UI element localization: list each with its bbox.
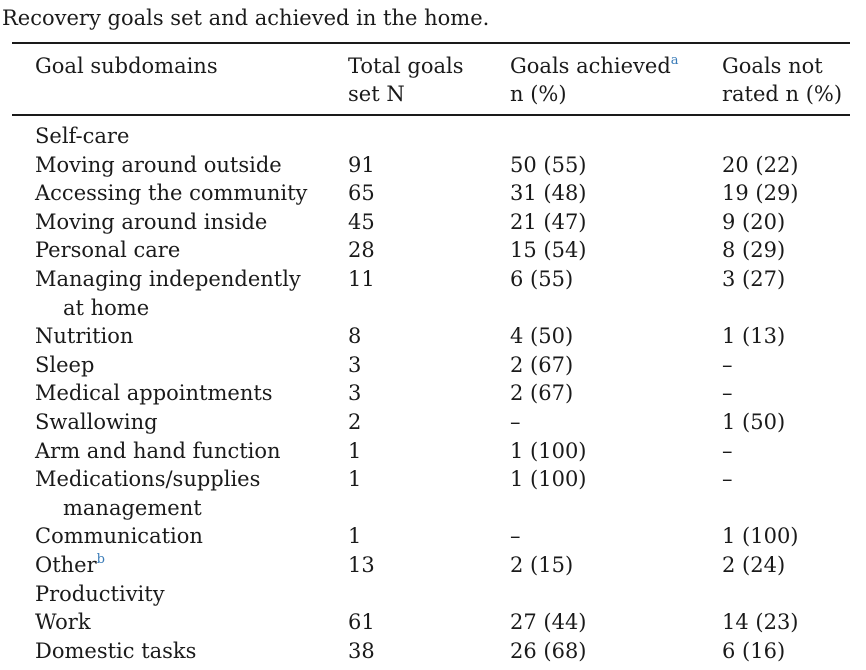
row-not-rated: 6 (16) xyxy=(722,638,786,663)
row-label: Communication xyxy=(35,524,203,549)
row-not-rated: – xyxy=(722,352,733,377)
row-not-rated: – xyxy=(722,381,733,406)
row-not-rated: 8 (29) xyxy=(722,238,786,263)
row-not-rated: 2 (24) xyxy=(722,552,786,577)
header-total-goals xyxy=(348,52,463,108)
row-not-rated: 1 (100) xyxy=(722,524,799,549)
row-label: Nutrition xyxy=(35,324,134,349)
table-row xyxy=(0,351,866,380)
table-row xyxy=(0,322,866,351)
row-label: Moving around outside xyxy=(35,152,282,177)
row-total: 45 xyxy=(348,209,375,234)
row-label: Medical appointments xyxy=(35,381,273,406)
row-achieved: 26 (68) xyxy=(510,638,587,663)
row-total: 11 xyxy=(348,266,375,291)
row-total: 3 xyxy=(348,352,362,377)
row-label: Personal care xyxy=(35,238,181,263)
row-not-rated: – xyxy=(722,438,733,463)
row-total: 28 xyxy=(348,238,375,263)
row-total: 91 xyxy=(348,152,375,177)
table-caption: Recovery goals set and achieved in the home. xyxy=(2,6,490,30)
row-total: 38 xyxy=(348,638,375,663)
row-not-rated: 9 (20) xyxy=(722,209,786,234)
row-label: Arm and hand function xyxy=(35,438,281,463)
row-total: 1 xyxy=(348,524,362,549)
footnote-a-link[interactable]: a xyxy=(670,53,679,68)
header-goals-not-rated-line1: Goals not xyxy=(722,54,823,78)
row-not-rated: 3 (27) xyxy=(722,266,786,291)
table-row xyxy=(0,379,866,408)
row-achieved: 31 (48) xyxy=(510,181,587,206)
table-row xyxy=(0,522,866,551)
row-not-rated: 1 (13) xyxy=(722,324,786,349)
header-bottom-rule xyxy=(12,114,850,116)
row-total: 1 xyxy=(348,467,362,492)
row-achieved: 1 (100) xyxy=(510,467,587,492)
table-row xyxy=(0,608,866,637)
row-achieved: 4 (50) xyxy=(510,324,574,349)
row-label-text: Other xyxy=(35,552,97,577)
section-label: Self-care xyxy=(35,124,130,148)
header-total-goals-line1: Total goals xyxy=(348,54,464,78)
table-row xyxy=(0,151,866,180)
row-total: 13 xyxy=(348,552,375,577)
header-goals-not-rated xyxy=(722,52,842,108)
row-label-line1: Managing independently xyxy=(35,266,301,291)
header-goals-achieved-line1: Goals achieved xyxy=(510,54,671,78)
row-not-rated: 19 (29) xyxy=(722,181,799,206)
header-goals-achieved-line2: n (%) xyxy=(510,82,567,106)
row-achieved: 2 (67) xyxy=(510,352,574,377)
row-label: Domestic tasks xyxy=(35,638,197,663)
table-row xyxy=(0,236,866,265)
row-achieved: 15 (54) xyxy=(510,238,587,263)
row-achieved: 50 (55) xyxy=(510,152,587,177)
row-achieved: – xyxy=(510,524,521,549)
row-achieved: 2 (67) xyxy=(510,381,574,406)
row-not-rated: 20 (22) xyxy=(722,152,799,177)
row-achieved: 27 (44) xyxy=(510,610,587,635)
row-achieved: 6 (55) xyxy=(510,266,574,291)
row-label xyxy=(0,465,348,522)
table-row xyxy=(0,265,866,322)
table-row xyxy=(0,179,866,208)
table-row xyxy=(0,637,866,666)
table-row xyxy=(0,465,866,522)
table-row xyxy=(0,551,866,580)
table-top-rule xyxy=(12,42,850,44)
row-label-line2: at home xyxy=(63,295,150,320)
goals-table xyxy=(0,122,866,665)
header-goals-not-rated-line2: rated n (%) xyxy=(722,82,843,106)
row-total: 8 xyxy=(348,324,362,349)
row-label-line2: management xyxy=(63,495,202,520)
row-not-rated: – xyxy=(722,467,733,492)
footnote-b-link[interactable]: b xyxy=(96,551,105,567)
row-achieved: 21 (47) xyxy=(510,209,587,234)
row-label xyxy=(0,265,348,322)
section-row-productivity xyxy=(0,580,866,609)
row-not-rated: 14 (23) xyxy=(722,610,799,635)
table-row xyxy=(0,408,866,437)
header-goal-subdomains xyxy=(35,52,218,80)
row-label-line1: Medications/supplies xyxy=(35,467,261,492)
table-row xyxy=(0,437,866,466)
row-label: Accessing the community xyxy=(35,181,308,206)
row-label xyxy=(0,551,348,580)
row-label: Work xyxy=(35,610,91,635)
header-goal-subdomains-text: Goal subdomains xyxy=(35,54,218,78)
row-total: 61 xyxy=(348,610,375,635)
row-achieved: 2 (15) xyxy=(510,552,574,577)
row-total: 1 xyxy=(348,438,362,463)
header-total-goals-line2: set N xyxy=(348,82,405,106)
row-total: 3 xyxy=(348,381,362,406)
table-row xyxy=(0,208,866,237)
row-label: Swallowing xyxy=(35,409,158,434)
row-total: 2 xyxy=(348,409,362,434)
header-goals-achieved xyxy=(510,52,679,108)
row-not-rated: 1 (50) xyxy=(722,409,786,434)
row-achieved: 1 (100) xyxy=(510,438,587,463)
row-total: 65 xyxy=(348,181,375,206)
section-label: Productivity xyxy=(35,581,165,606)
row-label: Moving around inside xyxy=(35,209,268,234)
section-row-self-care xyxy=(0,122,866,151)
row-label: Sleep xyxy=(35,352,95,377)
row-achieved: – xyxy=(510,409,521,434)
